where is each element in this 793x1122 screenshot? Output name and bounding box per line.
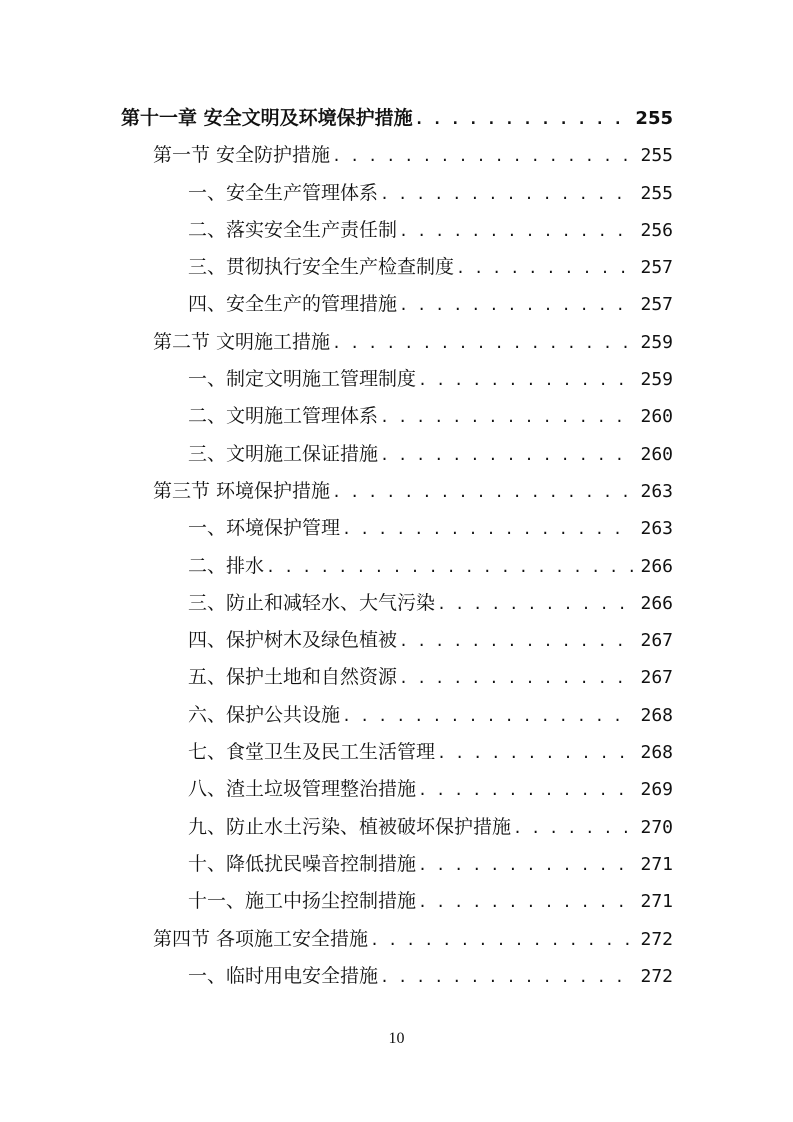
toc-entry-title: 十、降低扰民噪音控制措施 — [188, 852, 417, 875]
toc-entry-page: 255 — [640, 145, 673, 167]
toc-entry-page: 272 — [640, 965, 673, 987]
dot-leader — [418, 772, 634, 809]
dot-leader — [342, 698, 634, 735]
toc-entry-chapter[interactable] — [0, 100, 793, 137]
toc-entry-page: 260 — [640, 443, 673, 465]
dot-leader — [456, 250, 634, 287]
toc-entry-item[interactable] — [0, 697, 793, 734]
dot-leader — [332, 474, 634, 511]
toc-entry-page: 255 — [635, 108, 673, 129]
toc-entry-page: 268 — [640, 704, 673, 726]
toc-entry-page: 266 — [640, 555, 673, 577]
toc-entry-item[interactable] — [0, 846, 793, 883]
toc-entry-section[interactable] — [0, 921, 793, 958]
toc-entry-page: 263 — [640, 480, 673, 502]
toc-entry-title: 二、落实安全生产责任制 — [188, 218, 398, 241]
toc-entry-title: 第十一章 安全文明及环境保护措施 — [121, 107, 413, 129]
dot-leader — [380, 959, 634, 996]
dot-leader — [437, 586, 634, 623]
toc-entry-page: 271 — [640, 853, 673, 875]
toc-entry-page: 256 — [640, 219, 673, 241]
toc-entry-title: 四、安全生产的管理措施 — [188, 293, 398, 316]
toc-entry-item[interactable] — [0, 212, 793, 249]
toc-entry-item[interactable] — [0, 659, 793, 696]
toc-entry-item[interactable] — [0, 398, 793, 435]
dot-leader — [332, 138, 634, 175]
toc-entry-title: 第四节 各项施工安全措施 — [153, 927, 369, 950]
table-of-contents — [0, 100, 793, 995]
dot-leader — [437, 735, 634, 772]
dot-leader — [399, 287, 634, 324]
toc-entry-title: 五、保护土地和自然资源 — [188, 666, 398, 689]
dot-leader — [418, 884, 634, 921]
toc-entry-title: 八、渣土垃圾管理整治措施 — [188, 778, 417, 801]
toc-entry-section[interactable] — [0, 473, 793, 510]
toc-entry-title: 三、防止和减轻水、大气污染 — [188, 591, 436, 614]
toc-entry-item[interactable] — [0, 734, 793, 771]
dot-leader — [418, 362, 634, 399]
toc-entry-title: 四、保护树木及绿色植被 — [188, 629, 398, 652]
toc-entry-page: 267 — [640, 667, 673, 689]
toc-entry-title: 二、排水 — [188, 554, 265, 577]
toc-entry-page: 271 — [640, 891, 673, 913]
toc-entry-item[interactable] — [0, 771, 793, 808]
dot-leader — [513, 810, 634, 847]
toc-entry-item[interactable] — [0, 175, 793, 212]
dot-leader — [332, 325, 634, 362]
dot-leader — [380, 399, 634, 436]
dot-leader — [399, 660, 634, 697]
toc-entry-page: 266 — [640, 592, 673, 614]
toc-entry-item[interactable] — [0, 958, 793, 995]
toc-entry-page: 267 — [640, 630, 673, 652]
toc-entry-title: 七、食堂卫生及民工生活管理 — [188, 741, 436, 764]
toc-entry-page: 269 — [640, 779, 673, 801]
toc-entry-title: 三、文明施工保证措施 — [188, 442, 379, 465]
toc-entry-title: 十一、施工中扬尘控制措施 — [188, 890, 417, 913]
toc-entry-title: 一、安全生产管理体系 — [188, 181, 379, 204]
toc-entry-section[interactable] — [0, 324, 793, 361]
dot-leader — [415, 101, 630, 138]
toc-entry-title: 六、保护公共设施 — [188, 703, 341, 726]
toc-entry-page: 263 — [640, 518, 673, 540]
toc-entry-page: 259 — [640, 369, 673, 391]
toc-entry-title: 一、环境保护管理 — [188, 517, 341, 540]
toc-entry-item[interactable] — [0, 622, 793, 659]
dot-leader — [418, 847, 634, 884]
toc-entry-page: 259 — [640, 331, 673, 353]
toc-entry-item[interactable] — [0, 436, 793, 473]
toc-entry-title: 第一节 安全防护措施 — [153, 144, 331, 167]
toc-entry-item[interactable] — [0, 361, 793, 398]
toc-entry-item[interactable] — [0, 883, 793, 920]
dot-leader — [380, 437, 634, 474]
toc-entry-page: 257 — [640, 294, 673, 316]
toc-entry-item[interactable] — [0, 249, 793, 286]
toc-entry-page: 272 — [640, 928, 673, 950]
toc-entry-item[interactable] — [0, 510, 793, 547]
toc-entry-page: 268 — [640, 742, 673, 764]
toc-entry-title: 第三节 环境保护措施 — [153, 479, 331, 502]
toc-entry-item[interactable] — [0, 585, 793, 622]
toc-entry-title: 一、临时用电安全措施 — [188, 964, 379, 987]
toc-entry-section[interactable] — [0, 137, 793, 174]
page-number: 10 — [388, 1030, 405, 1047]
toc-entry-title: 二、文明施工管理体系 — [188, 405, 379, 428]
toc-entry-page: 270 — [640, 816, 673, 838]
toc-entry-title: 三、贯彻执行安全生产检查制度 — [188, 256, 455, 279]
dot-leader — [342, 511, 634, 548]
toc-entry-item[interactable] — [0, 809, 793, 846]
dot-leader — [380, 176, 634, 213]
dot-leader — [266, 549, 634, 586]
dot-leader — [370, 922, 634, 959]
toc-entry-item[interactable] — [0, 548, 793, 585]
toc-entry-item[interactable] — [0, 286, 793, 323]
toc-entry-title: 一、制定文明施工管理制度 — [188, 368, 417, 391]
dot-leader — [399, 213, 634, 250]
toc-entry-title: 第二节 文明施工措施 — [153, 330, 331, 353]
dot-leader — [399, 623, 634, 660]
toc-entry-title: 九、防止水土污染、植被破坏保护措施 — [188, 815, 512, 838]
toc-entry-page: 260 — [640, 406, 673, 428]
toc-entry-page: 257 — [640, 257, 673, 279]
toc-entry-page: 255 — [640, 182, 673, 204]
